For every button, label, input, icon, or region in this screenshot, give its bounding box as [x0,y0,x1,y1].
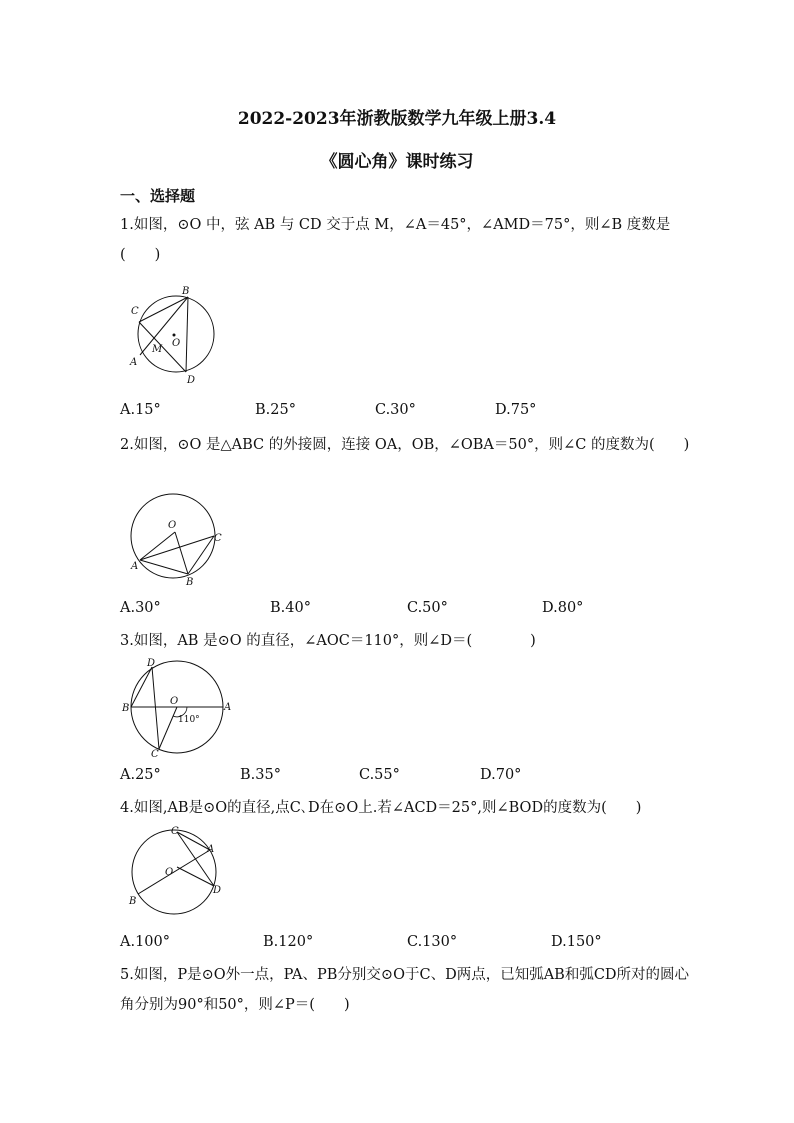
question-2-stem: 2.如图，⊙O 是△ABC 的外接圆，连接 OA，OB，∠OBA＝50°，则∠C 的度数为( ) [120,437,690,453]
question-1-options [120,402,700,424]
q3-option-d: D.70° [480,767,522,783]
q3-label-angle: 110° [178,715,200,725]
q2-label-a: A [131,561,139,572]
question-1-figure [125,282,225,390]
q4-label-d: D [213,885,222,896]
q3-label-b: B [122,703,130,714]
doc-title-line2: 《圆心角》课时练习 [320,152,474,172]
q3-option-b: B.35° [240,767,281,783]
q2-option-d: D.80° [542,600,584,616]
q2-label-b: B [186,577,194,588]
question-2-options [120,600,700,622]
q2-label-o: O [168,520,177,531]
doc-title-line1: 2022-2023年浙教版数学九年级上册3.4 [237,109,557,129]
q4-option-a: A.100° [120,934,171,950]
question-3-options [120,767,700,789]
q3-option-c: C.55° [359,767,400,783]
question-1-stem: 1.如图，⊙O 中，弦 AB 与 CD 交于点 M，∠A＝45°，∠AMD＝75°，则∠B 度数是( ) [120,217,671,263]
q1-label-c: C [131,306,139,317]
q1-label-o: O [172,338,181,349]
q1-option-a: A.15° [120,402,161,418]
q3-label-o: O [170,696,179,707]
q4-option-c: C.130° [407,934,458,950]
q4-label-o: O [165,867,174,878]
q1-option-b: B.25° [255,402,296,418]
q3-label-c: C [151,749,159,759]
q2-label-c: C [214,533,222,544]
question-3-stem: 3.如图，AB 是⊙O 的直径，∠AOC＝110°，则∠D＝( ) [120,633,536,649]
q1-option-d: D.75° [495,402,537,418]
q2-option-a: A.30° [120,600,161,616]
question-4-stem: 4.如图,AB是⊙O的直径,点C､D在⊙O上.若∠ACD＝25°,则∠BOD的度数为( ) [120,800,642,816]
q1-label-b: B [182,286,190,297]
q2-option-c: C.50° [407,600,448,616]
q4-option-d: D.150° [551,934,602,950]
q4-option-b: B.120° [263,934,314,950]
q2-option-b: B.40° [270,600,311,616]
q1-label-d: D [187,375,196,386]
question-2-figure [125,492,225,588]
q4-label-a: A [207,844,215,855]
q1-option-c: C.30° [375,402,416,418]
q1-label-a: A [130,357,138,368]
question-5-stem: 5.如图，P是⊙O外一点，PA、PB分别交⊙O于C、D两点，已知弧AB和弧CD所对的圆心角分别为90°和50°，则∠P＝( ) [120,967,690,1013]
question-3-figure [118,655,236,759]
question-4-options [120,934,700,956]
question-4-figure [125,824,225,916]
q3-option-a: A.25° [120,767,161,783]
q4-label-b: B [129,896,137,907]
section-heading: 一、选择题 [120,187,196,205]
q4-label-c: C [171,826,179,837]
q3-label-a: A [224,702,232,713]
q1-label-m: M [152,344,163,355]
q3-label-d: D [147,658,156,669]
